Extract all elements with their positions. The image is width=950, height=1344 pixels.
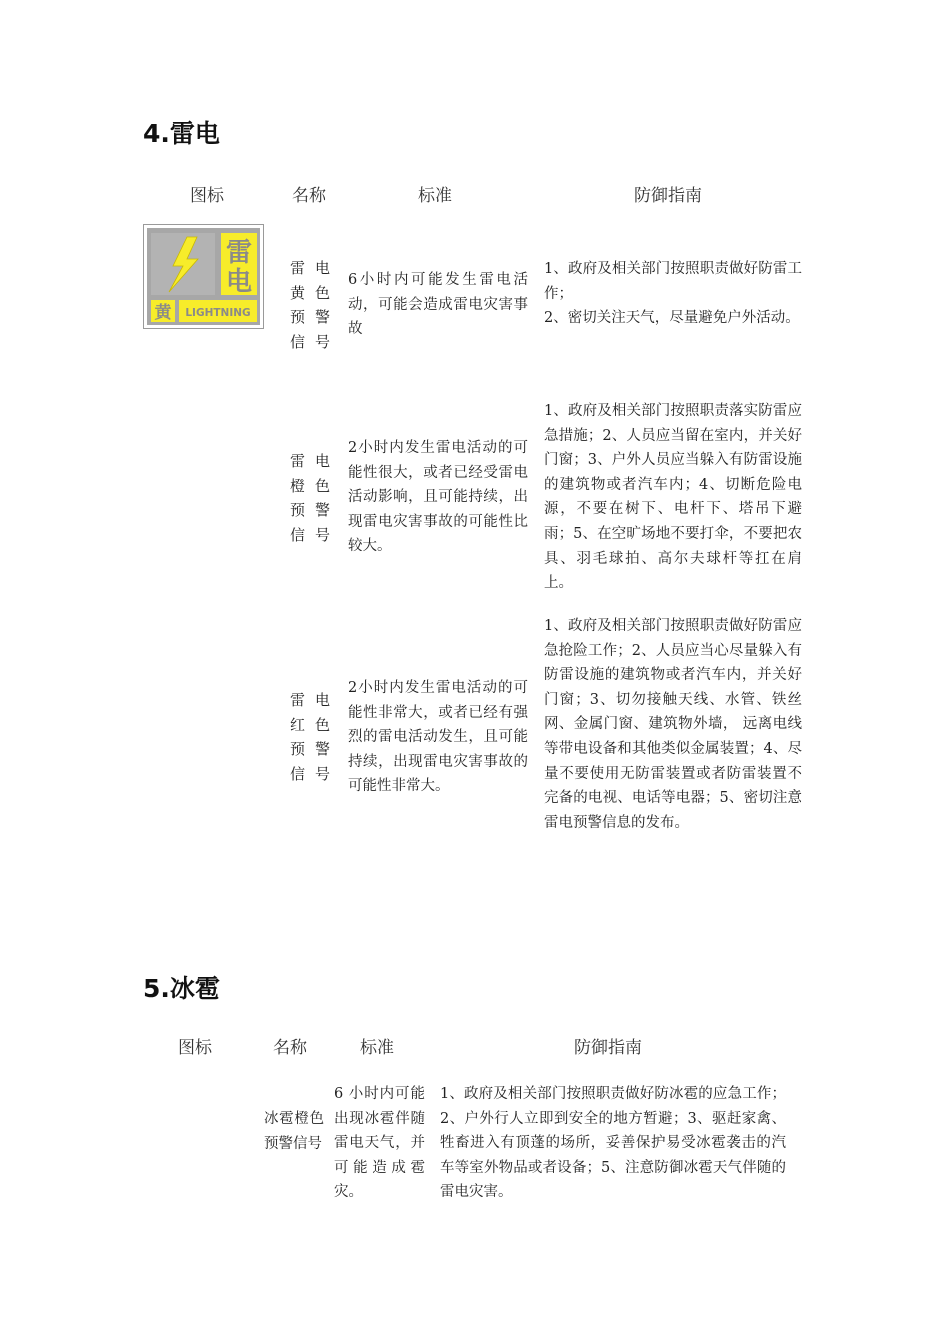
signal-name-yellow: 雷电 黄色 预警 信号 xyxy=(290,259,330,351)
svg-text:黄: 黄 xyxy=(154,303,172,323)
column-header-standard: 标准 xyxy=(360,1038,394,1058)
standard-yellow: 6小时内可能发生雷电活动，可能会造成雷电灾害事故 xyxy=(348,272,528,338)
guide-hail-orange: 1、政府及相关部门按照职责做好防冰雹的应急工作；2、户外行人立即到安全的地方暂避；3、驱赶家禽、牲畜进入有顶蓬的场所，妥善保护易受冰雹袭击的汽车等室外物品或者设备；5、注意防御冰雹天气伴随的雷电灾害。 xyxy=(440,1086,786,1201)
column-header-name: 名称 xyxy=(292,186,326,206)
signal-name-hail-orange: 冰雹橙色预警信号 xyxy=(264,1111,324,1152)
column-header-icon: 图标 xyxy=(190,186,224,206)
signal-name-red: 雷电 红色 预警 信号 xyxy=(290,691,330,783)
column-header-guide: 防御指南 xyxy=(574,1038,642,1058)
svg-text:雷: 雷 xyxy=(225,238,253,268)
section-heading-hail: 5.冰雹 xyxy=(143,974,220,1003)
standard-orange: 2小时内发生雷电活动的可能性很大，或者已经受雷电活动影响，且可能持续，出现雷电灾害事故的可能性比较大。 xyxy=(348,440,528,555)
guide-red: 1、政府及相关部门按照职责做好防雷应急抢险工作；2、人员应当心尽量躲入有防雷设施的建筑物或者汽车内，并关好门窗；3、切勿接触天线、水管、铁丝网、金属门窗、建筑物外墙， 远离电线等带电设备和其他类似金属装置；4、尽量不要使用无防雷装置或者防雷装置不完备的电视、电话等电器；5、密切注意雷电预警信息的发布。 xyxy=(544,618,802,831)
column-header-name: 名称 xyxy=(273,1038,307,1058)
column-header-guide: 防御指南 xyxy=(634,186,702,206)
svg-text:电: 电 xyxy=(225,267,253,297)
lightning-yellow-signal-icon xyxy=(143,224,264,329)
standard-hail-orange: 6 小时内可能出现冰雹伴随雷电天气，并可能造成雹灾。 xyxy=(334,1086,425,1201)
svg-text:LIGHTNING: LIGHTNING xyxy=(185,307,251,319)
signal-name-orange: 雷电 橙色 预警 信号 xyxy=(290,452,330,544)
column-header-standard: 标准 xyxy=(418,186,452,206)
section-heading-lightning: 4.雷电 xyxy=(143,119,220,148)
standard-red: 2小时内发生雷电活动的可能性非常大，或者已经有强烈的雷电活动发生，且可能持续，出现雷电灾害事故的可能性非常大。 xyxy=(348,680,528,795)
guide-yellow: 1、政府及相关部门按照职责做好防雷工作； 2、密切关注天气，尽量避免户外活动。 xyxy=(544,261,802,327)
column-header-icon: 图标 xyxy=(178,1038,212,1058)
guide-orange: 1、政府及相关部门按照职责落实防雷应急措施；2、人员应当留在室内，并关好门窗；3、户外人员应当躲入有防雷设施的建筑物或者汽车内；4、切断危险电源，不要在树下、电杆下、塔吊下避雨；5、在空旷场地不要打伞，不要把农具、羽毛球拍、高尔夫球杆等扛在肩上。 xyxy=(544,403,802,592)
